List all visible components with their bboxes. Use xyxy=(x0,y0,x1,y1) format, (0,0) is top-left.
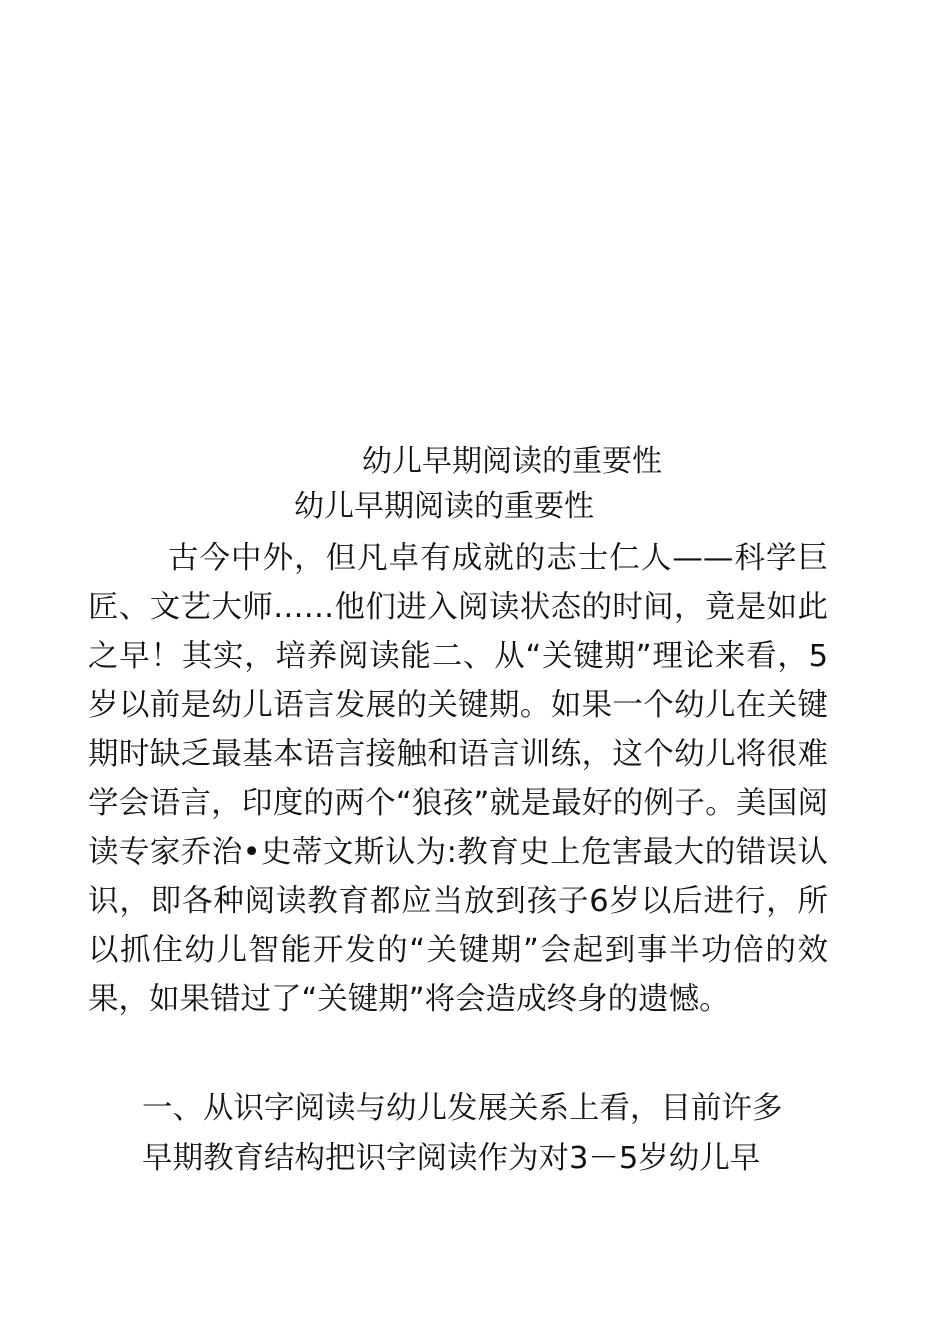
list-item-line-2: 早期教育结构把识字阅读作为对3－5岁幼儿早 xyxy=(142,1141,761,1176)
page-title: 幼儿早期阅读的重要性 xyxy=(362,444,662,479)
page-subtitle: 幼儿早期阅读的重要性 xyxy=(294,489,594,524)
body-paragraph: 古今中外，但凡卓有成就的志士仁人——科学巨匠、文艺大师……他们进入阅读状态的时间，竟是如此之早！其实，培养阅读能二、从“关键期”理论来看，5岁以前是幼儿语言发展的关键期。如果一个幼儿在关键期时缺乏最基本语言接触和语言训练，这个幼儿将很难学会语言，印度的两个“狼孩”就是最好的例子。美国阅读专家乔治•史蒂文斯认为:教育史上危害最大的错误认识，即各种阅读教育都应当放到孩子6岁以后进行，所以抓住幼儿智能开发的“关键期”会起到事半功倍的效果，如果错过了“关键期”将会造成终身的遗憾。 xyxy=(88,541,828,1017)
list-item-line-1: 一、从识字阅读与幼儿发展关系上看，目前许多 xyxy=(142,1091,783,1126)
